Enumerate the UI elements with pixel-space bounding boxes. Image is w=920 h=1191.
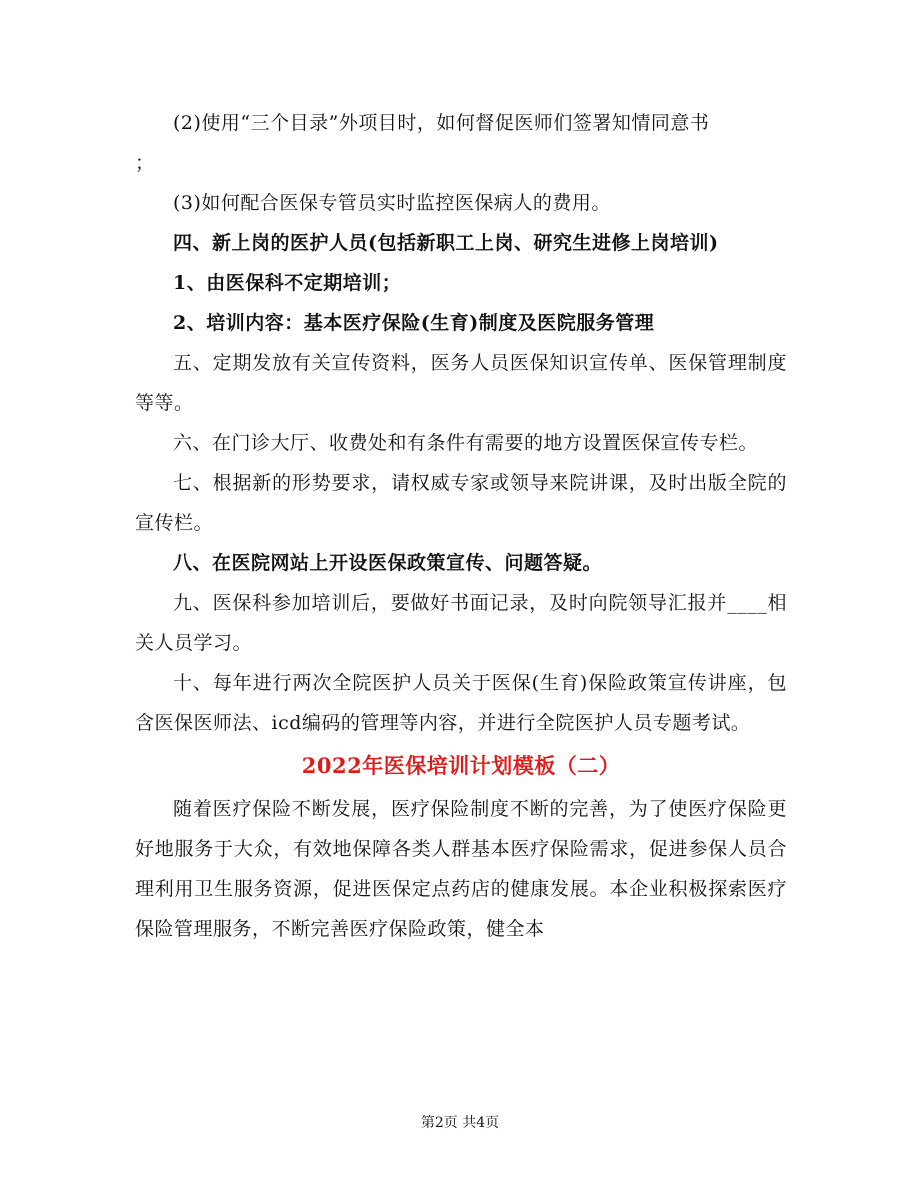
section-4-item-2: 2、培训内容：基本医疗保险(生育)制度及医院服务管理 [173,312,655,334]
section-7-paragraph: 七、根据新的形势要求，请权威专家或领导来院讲课，及时出版全院的宣传栏。 [135,472,787,534]
section-4-heading: 四、新上岗的医护人员(包括新职工上岗、研究生进修上岗培训) [173,232,719,254]
section-4-item-1: 1、由医保科不定期培训； [173,272,402,294]
page-indicator: 第2页 共4页 [420,1115,500,1131]
item-2-continuation: ； [135,152,155,174]
intro-paragraph: 随着医疗保险不断发展，医疗保险制度不断的完善，为了使医疗保险更好地服务于大众，有效地保障各类人群基本医疗保险需求，促进参保人员合理利用卫生服务资源，促进医保定点药店的健康发展。本企业积极探索医疗保险管理服务，不断完善医疗保险政策，健全本 [135,798,787,940]
item-2-line: (2)使用“三个目录”外项目时，如何督促医师们签署知情同意书 [173,112,710,134]
section-10-paragraph: 十、每年进行两次全院医护人员关于医保(生育)保险政策宣传讲座，包含医保医师法、icd编码的管理等内容，并进行全院医护人员专题考试。 [135,672,787,734]
document-body [135,103,787,949]
section-9-paragraph: 九、医保科参加培训后，要做好书面记录，及时向院领导汇报并____相关人员学习。 [135,592,787,654]
item-3-line: (3)如何配合医保专管员实时监控医保病人的费用。 [173,192,611,214]
section-title: 2022年医保培训计划模板（二） [301,753,621,778]
section-8-paragraph: 八、在医院网站上开设医保政策宣传、问题答疑。 [173,552,603,574]
section-5-paragraph: 五、定期发放有关宣传资料，医务人员医保知识宣传单、医保管理制度等等。 [135,352,787,414]
section-6-paragraph: 六、在门诊大厅、收费处和有条件有需要的地方设置医保宣传专栏。 [173,432,759,454]
